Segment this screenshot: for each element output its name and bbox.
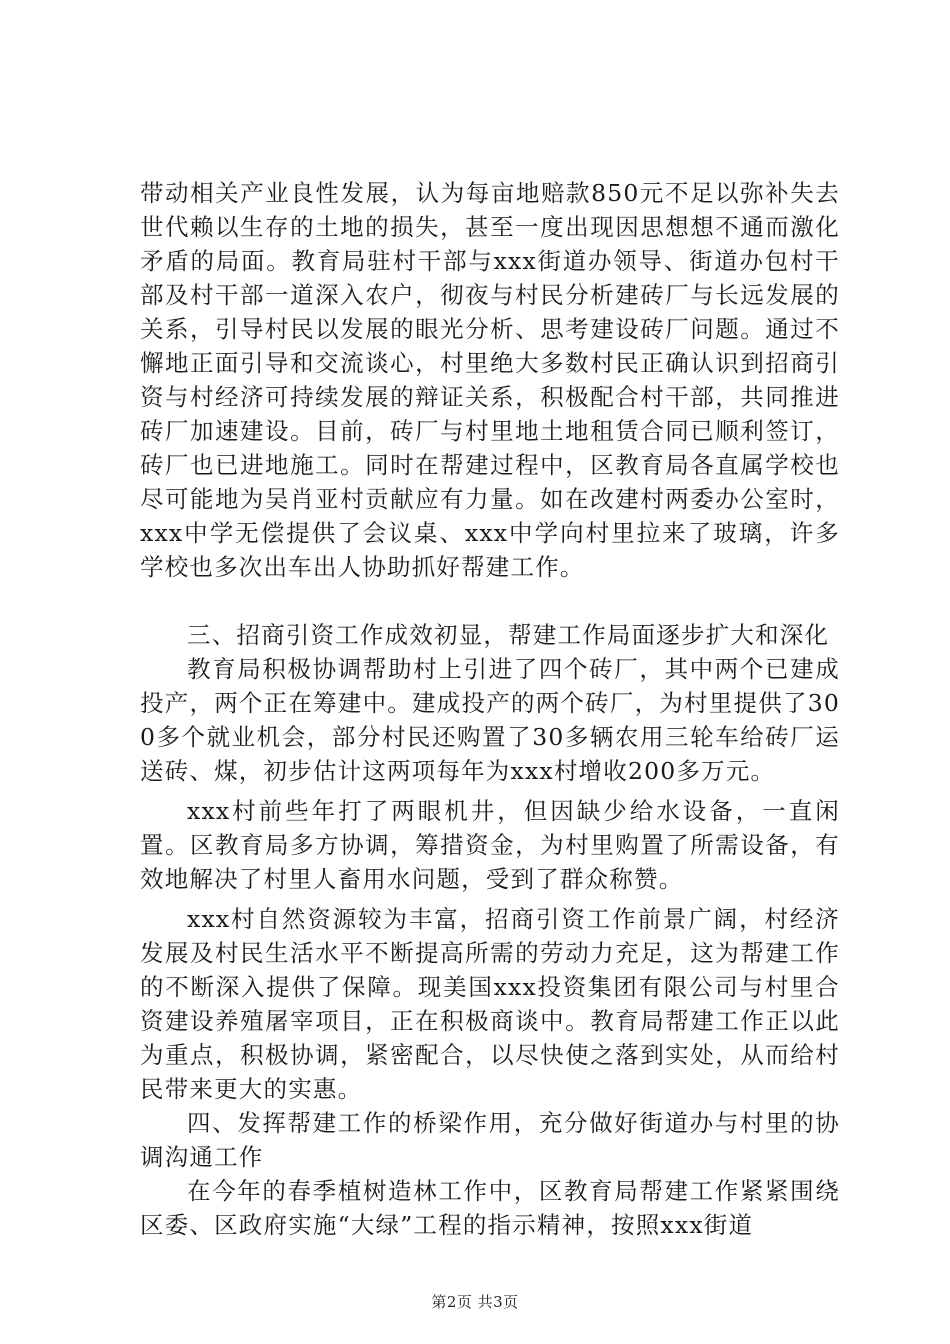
section-heading-3: 三、招商引资工作成效初显，帮建工作局面逐步扩大和深化 xyxy=(187,621,830,649)
body-paragraph-3: xxx村前些年打了两眼机井，但因缺少给水设备，一直闲置。区教育局多方协调，筹措资金，为村里购置了所需设备，有效地解决了村里人畜用水问题，受到了群众称赞。 xyxy=(140,797,840,893)
page-number-footer: 第2页 共3页 xyxy=(431,1293,519,1311)
document-body xyxy=(140,176,840,1242)
body-paragraph-2: 教育局积极协调帮助村上引进了四个砖厂，其中两个已建成投产，两个正在筹建中。建成投产的两个砖厂，为村里提供了300多个就业机会，部分村民还购置了30多辆农用三轮车给砖厂运送砖、煤，初步估计这两项每年为xxx村增收200多万元。 xyxy=(140,655,840,785)
body-paragraph-4: xxx村自然资源较为丰富，招商引资工作前景广阔，村经济发展及村民生活水平不断提高所需的劳动力充足，这为帮建工作的不断深入提供了保障。现美国xxx投资集团有限公司与村里合资建设养殖屠宰项目，正在积极商谈中。教育局帮建工作正以此为重点，积极协调，紧密配合，以尽快使之落到实处，从而给村民带来更大的实惠。 xyxy=(140,905,840,1103)
section-heading-4: 四、发挥帮建工作的桥梁作用，充分做好街道办与村里的协调沟通工作 xyxy=(140,1109,840,1171)
body-paragraph-5: 在今年的春季植树造林工作中，区教育局帮建工作紧紧围绕区委、区政府实施“大绿”工程的指示精神，按照xxx街道 xyxy=(140,1177,840,1239)
body-paragraph-1: 带动相关产业良性发展，认为每亩地赔款850元不足以弥补失去世代赖以生存的土地的损失，甚至一度出现因思想想不通而激化矛盾的局面。教育局驻村干部与xxx街道办领导、街道办包村干部及村干部一道深入农户，彻夜与村民分析建砖厂与长远发展的关系，引导村民以发展的眼光分析、思考建设砖厂问题。通过不懈地正面引导和交流谈心，村里绝大多数村民正确认识到招商引资与村经济可持续发展的辩证关系，积极配合村干部，共同推进砖厂加速建设。目前，砖厂与村里地土地租赁合同已顺利签订，砖厂也已进地施工。同时在帮建过程中，区教育局各直属学校也尽可能地为吴肖亚村贡献应有力量。如在改建村两委办公室时，xxx中学无偿提供了会议桌、xxx中学向村里拉来了玻璃，许多学校也多次出车出人协助抓好帮建工作。 xyxy=(140,179,840,581)
